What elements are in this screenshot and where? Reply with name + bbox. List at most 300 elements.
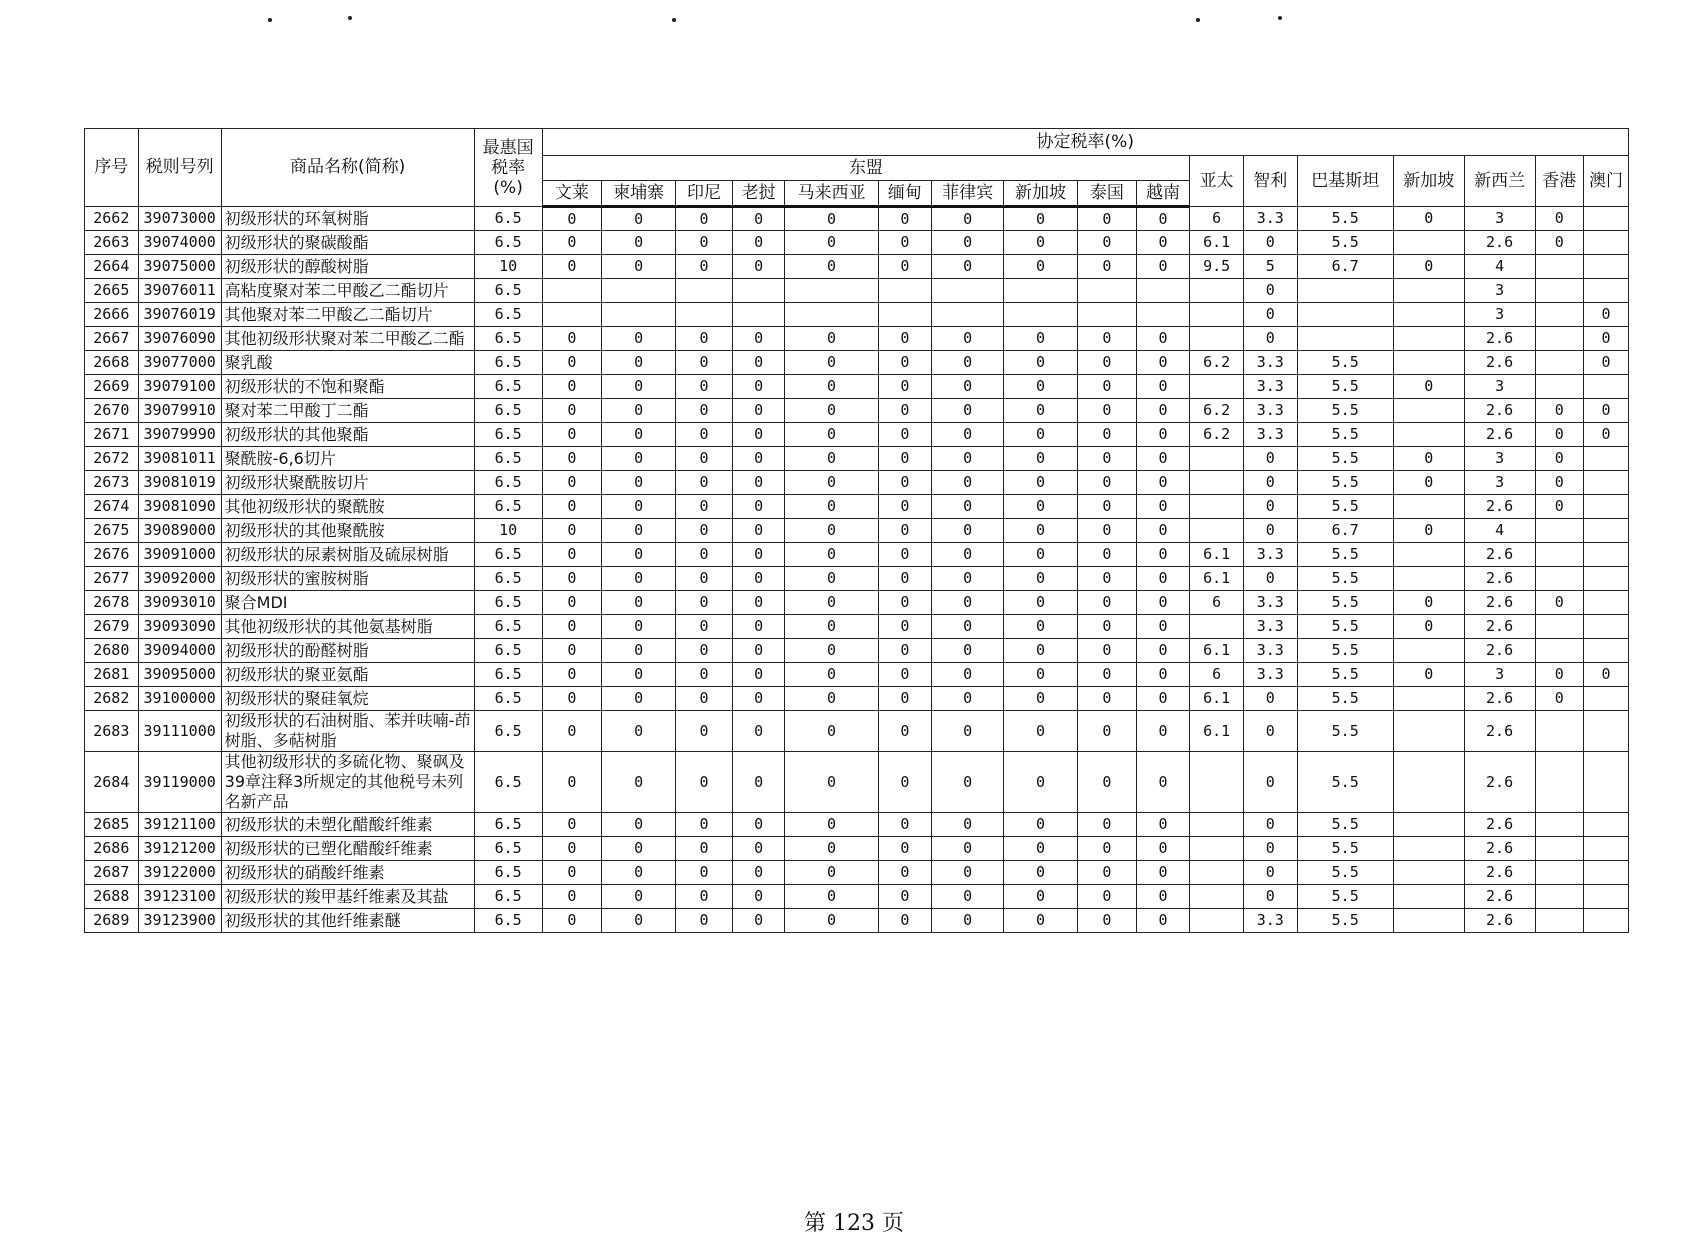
cell-asean-rate: 0	[1004, 375, 1078, 399]
cell-agreement-rate	[1535, 567, 1584, 591]
cell-code: 39076090	[138, 327, 221, 351]
cell-mfn-rate: 6.5	[474, 909, 542, 933]
cell-asean-rate: 0	[542, 399, 602, 423]
cell-agreement-rate	[1584, 519, 1629, 543]
cell-asean-rate: 0	[602, 752, 676, 813]
cell-asean-rate: 0	[932, 567, 1004, 591]
cell-code: 39091000	[138, 543, 221, 567]
cell-asean-rate: 0	[1136, 885, 1190, 909]
cell-asean-rate: 0	[602, 327, 676, 351]
cell-agreement-rate: 2.6	[1464, 495, 1535, 519]
cell-asean-rate: 0	[676, 447, 733, 471]
cell-asean-rate: 0	[542, 711, 602, 752]
cell-asean-rate: 0	[932, 447, 1004, 471]
cell-asean-rate: 0	[785, 423, 878, 447]
cell-agreement-rate: 5.5	[1297, 615, 1393, 639]
cell-agreement-rate: 2.6	[1464, 861, 1535, 885]
cell-asean-rate: 0	[1004, 837, 1078, 861]
cell-asean-rate: 0	[878, 615, 932, 639]
cell-agreement-rate: 3.3	[1243, 639, 1297, 663]
cell-asean-rate: 0	[785, 327, 878, 351]
cell-asean-rate	[542, 303, 602, 327]
cell-seq: 2676	[85, 543, 139, 567]
cell-agreement-rate: 0	[1243, 813, 1297, 837]
cell-name: 初级形状的其他聚酰胺	[221, 519, 474, 543]
cell-asean-rate: 0	[878, 639, 932, 663]
cell-name: 初级形状的聚碳酸酯	[221, 231, 474, 255]
cell-code: 39092000	[138, 567, 221, 591]
cell-code: 39079910	[138, 399, 221, 423]
header-agreement: 协定税率(%)	[542, 129, 1628, 156]
cell-asean-rate: 0	[602, 837, 676, 861]
cell-agreement-rate: 2.6	[1464, 591, 1535, 615]
cell-agreement-rate: 2.6	[1464, 813, 1535, 837]
cell-code: 39089000	[138, 519, 221, 543]
cell-agreement-rate: 2.6	[1464, 543, 1535, 567]
cell-mfn-rate: 6.5	[474, 615, 542, 639]
cell-asean-rate: 0	[878, 752, 932, 813]
cell-agreement-rate	[1393, 567, 1464, 591]
cell-asean-rate: 0	[1136, 591, 1190, 615]
header-code: 税则号列	[138, 129, 221, 207]
cell-asean-rate: 0	[785, 447, 878, 471]
cell-agreement-rate: 5.5	[1297, 687, 1393, 711]
cell-asean-rate: 0	[1078, 495, 1137, 519]
cell-code: 39075000	[138, 255, 221, 279]
cell-agreement-rate: 0	[1535, 423, 1584, 447]
cell-asean-rate: 0	[932, 861, 1004, 885]
cell-agreement-rate: 0	[1393, 663, 1464, 687]
cell-name: 其他初级形状的其他氨基树脂	[221, 615, 474, 639]
cell-asean-rate: 0	[932, 327, 1004, 351]
cell-agreement-rate	[1535, 255, 1584, 279]
cell-agreement-rate	[1190, 519, 1244, 543]
cell-agreement-rate	[1535, 885, 1584, 909]
cell-agreement-rate	[1190, 909, 1244, 933]
cell-agreement-rate: 0	[1535, 495, 1584, 519]
cell-agreement-rate	[1297, 279, 1393, 303]
table-row	[85, 519, 1629, 543]
cell-code: 39074000	[138, 231, 221, 255]
cell-asean-rate: 0	[1078, 837, 1137, 861]
cell-asean-rate	[1078, 279, 1137, 303]
cell-asean-rate: 0	[676, 375, 733, 399]
cell-asean-rate: 0	[932, 495, 1004, 519]
cell-asean-rate: 0	[542, 519, 602, 543]
cell-asean-rate: 0	[932, 813, 1004, 837]
cell-asean-rate: 0	[932, 909, 1004, 933]
cell-asean-rate: 0	[785, 543, 878, 567]
cell-asean-rate: 0	[785, 255, 878, 279]
cell-agreement-rate: 3.3	[1243, 207, 1297, 231]
table-row	[85, 423, 1629, 447]
cell-mfn-rate: 6.5	[474, 687, 542, 711]
cell-agreement-rate: 5.5	[1297, 399, 1393, 423]
cell-agreement-rate: 0	[1393, 207, 1464, 231]
cell-agreement-rate	[1190, 495, 1244, 519]
cell-asean-rate: 0	[1078, 591, 1137, 615]
cell-asean-rate: 0	[676, 231, 733, 255]
cell-asean-rate: 0	[676, 687, 733, 711]
cell-name: 聚乳酸	[221, 351, 474, 375]
cell-asean-rate: 0	[542, 327, 602, 351]
cell-agreement-rate: 5.5	[1297, 591, 1393, 615]
cell-asean-rate	[932, 279, 1004, 303]
cell-seq: 2667	[85, 327, 139, 351]
cell-name: 初级形状的已塑化醋酸纤维素	[221, 837, 474, 861]
cell-seq: 2675	[85, 519, 139, 543]
cell-agreement-rate: 5	[1243, 255, 1297, 279]
cell-code: 39079100	[138, 375, 221, 399]
cell-asean-rate: 0	[602, 423, 676, 447]
cell-asean-rate	[1078, 303, 1137, 327]
cell-code: 39119000	[138, 752, 221, 813]
cell-asean-rate: 0	[732, 639, 785, 663]
cell-agreement-rate: 3	[1464, 279, 1535, 303]
cell-agreement-rate: 3	[1464, 207, 1535, 231]
cell-asean-rate	[602, 303, 676, 327]
cell-code: 39081019	[138, 471, 221, 495]
cell-agreement-rate	[1393, 423, 1464, 447]
header-asean-member: 缅甸	[878, 181, 932, 207]
cell-asean-rate: 0	[785, 861, 878, 885]
cell-seq: 2680	[85, 639, 139, 663]
table-row	[85, 813, 1629, 837]
cell-asean-rate: 0	[785, 399, 878, 423]
cell-asean-rate: 0	[602, 711, 676, 752]
header-asean-member: 马来西亚	[785, 181, 878, 207]
cell-asean-rate: 0	[732, 375, 785, 399]
cell-agreement-rate: 0	[1393, 375, 1464, 399]
cell-agreement-rate: 6.1	[1190, 639, 1244, 663]
cell-asean-rate: 0	[1136, 543, 1190, 567]
cell-asean-rate: 0	[542, 447, 602, 471]
cell-asean-rate: 0	[676, 255, 733, 279]
cell-agreement-rate	[1535, 711, 1584, 752]
cell-code: 39122000	[138, 861, 221, 885]
cell-asean-rate: 0	[676, 615, 733, 639]
cell-agreement-rate	[1584, 909, 1629, 933]
cell-agreement-rate: 5.5	[1297, 207, 1393, 231]
cell-agreement-rate: 0	[1243, 279, 1297, 303]
scan-speck	[268, 18, 272, 22]
cell-asean-rate: 0	[732, 885, 785, 909]
cell-asean-rate: 0	[732, 615, 785, 639]
cell-asean-rate: 0	[878, 399, 932, 423]
cell-asean-rate: 0	[932, 752, 1004, 813]
cell-asean-rate: 0	[676, 909, 733, 933]
table-row	[85, 279, 1629, 303]
cell-asean-rate: 0	[1004, 663, 1078, 687]
cell-code: 39076019	[138, 303, 221, 327]
cell-asean-rate: 0	[676, 351, 733, 375]
header-asean-member: 印尼	[676, 181, 733, 207]
cell-seq: 2682	[85, 687, 139, 711]
cell-asean-rate: 0	[732, 543, 785, 567]
cell-seq: 2672	[85, 447, 139, 471]
cell-name: 初级形状的其他聚酯	[221, 423, 474, 447]
cell-asean-rate: 0	[542, 861, 602, 885]
header-other: 新加坡	[1393, 156, 1464, 207]
cell-agreement-rate	[1584, 813, 1629, 837]
cell-asean-rate	[878, 303, 932, 327]
cell-asean-rate	[1004, 279, 1078, 303]
header-asean-member: 越南	[1136, 181, 1190, 207]
cell-mfn-rate: 6.5	[474, 399, 542, 423]
cell-agreement-rate: 2.6	[1464, 639, 1535, 663]
cell-asean-rate: 0	[932, 255, 1004, 279]
cell-agreement-rate: 3.3	[1243, 543, 1297, 567]
cell-asean-rate: 0	[602, 639, 676, 663]
cell-agreement-rate: 0	[1535, 663, 1584, 687]
cell-asean-rate: 0	[785, 909, 878, 933]
cell-name: 聚合MDI	[221, 591, 474, 615]
cell-seq: 2678	[85, 591, 139, 615]
cell-asean-rate: 0	[676, 471, 733, 495]
cell-agreement-rate: 2.6	[1464, 837, 1535, 861]
table-row	[85, 447, 1629, 471]
cell-mfn-rate: 6.5	[474, 375, 542, 399]
cell-asean-rate: 0	[1078, 909, 1137, 933]
cell-code: 39093090	[138, 615, 221, 639]
cell-asean-rate: 0	[1004, 909, 1078, 933]
cell-name: 其他初级形状的聚酰胺	[221, 495, 474, 519]
cell-agreement-rate: 2.6	[1464, 567, 1535, 591]
cell-name: 初级形状的石油树脂、苯并呋喃-茚树脂、多萜树脂	[221, 711, 474, 752]
cell-asean-rate: 0	[878, 909, 932, 933]
table-row	[85, 687, 1629, 711]
cell-asean-rate: 0	[676, 543, 733, 567]
cell-asean-rate: 0	[602, 663, 676, 687]
cell-agreement-rate	[1393, 495, 1464, 519]
cell-asean-rate: 0	[785, 207, 878, 231]
cell-agreement-rate: 2.6	[1464, 687, 1535, 711]
cell-agreement-rate	[1393, 543, 1464, 567]
cell-agreement-rate	[1535, 303, 1584, 327]
cell-asean-rate: 0	[878, 255, 932, 279]
cell-asean-rate: 0	[1078, 351, 1137, 375]
cell-agreement-rate: 6.1	[1190, 687, 1244, 711]
cell-asean-rate: 0	[932, 399, 1004, 423]
cell-agreement-rate: 3	[1464, 303, 1535, 327]
cell-agreement-rate	[1393, 351, 1464, 375]
cell-agreement-rate: 0	[1393, 447, 1464, 471]
cell-asean-rate: 0	[1004, 687, 1078, 711]
cell-name: 初级形状的尿素树脂及硫尿树脂	[221, 543, 474, 567]
cell-asean-rate: 0	[1136, 471, 1190, 495]
header-seq: 序号	[85, 129, 139, 207]
table-row	[85, 861, 1629, 885]
cell-agreement-rate: 3.3	[1243, 591, 1297, 615]
cell-agreement-rate	[1190, 813, 1244, 837]
cell-asean-rate: 0	[878, 687, 932, 711]
cell-name: 初级形状的环氧树脂	[221, 207, 474, 231]
cell-seq: 2662	[85, 207, 139, 231]
cell-agreement-rate: 5.5	[1297, 471, 1393, 495]
cell-agreement-rate	[1584, 543, 1629, 567]
cell-asean-rate: 0	[602, 207, 676, 231]
cell-name: 其他初级形状聚对苯二甲酸乙二酯	[221, 327, 474, 351]
cell-asean-rate: 0	[1136, 837, 1190, 861]
cell-agreement-rate	[1535, 752, 1584, 813]
cell-asean-rate: 0	[732, 687, 785, 711]
cell-asean-rate: 0	[1078, 639, 1137, 663]
header-other: 智利	[1243, 156, 1297, 207]
cell-asean-rate: 0	[1136, 351, 1190, 375]
cell-asean-rate: 0	[1078, 861, 1137, 885]
cell-agreement-rate: 0	[1535, 399, 1584, 423]
cell-agreement-rate: 3	[1464, 663, 1535, 687]
cell-agreement-rate: 0	[1393, 591, 1464, 615]
cell-mfn-rate: 6.5	[474, 471, 542, 495]
cell-agreement-rate: 6.2	[1190, 423, 1244, 447]
cell-agreement-rate: 6.1	[1190, 543, 1244, 567]
header-other: 亚太	[1190, 156, 1244, 207]
cell-mfn-rate: 6.5	[474, 591, 542, 615]
cell-asean-rate: 0	[785, 375, 878, 399]
cell-asean-rate: 0	[542, 639, 602, 663]
cell-asean-rate: 0	[1136, 399, 1190, 423]
cell-asean-rate: 0	[542, 813, 602, 837]
cell-asean-rate: 0	[785, 837, 878, 861]
table-row	[85, 615, 1629, 639]
cell-asean-rate	[785, 279, 878, 303]
cell-asean-rate: 0	[732, 255, 785, 279]
cell-name: 初级形状的硝酸纤维素	[221, 861, 474, 885]
cell-asean-rate: 0	[1004, 471, 1078, 495]
cell-asean-rate: 0	[602, 399, 676, 423]
cell-mfn-rate: 6.5	[474, 567, 542, 591]
cell-agreement-rate: 2.6	[1464, 231, 1535, 255]
cell-code: 39081011	[138, 447, 221, 471]
header-mfn-line1: 最惠国	[482, 137, 534, 158]
cell-agreement-rate: 5.5	[1297, 752, 1393, 813]
cell-asean-rate: 0	[1136, 813, 1190, 837]
cell-mfn-rate: 6.5	[474, 351, 542, 375]
cell-name: 聚酰胺-6,6切片	[221, 447, 474, 471]
cell-code: 39100000	[138, 687, 221, 711]
table-row	[85, 752, 1629, 813]
cell-asean-rate: 0	[1136, 615, 1190, 639]
cell-asean-rate: 0	[676, 207, 733, 231]
cell-agreement-rate: 6.1	[1190, 231, 1244, 255]
cell-asean-rate: 0	[602, 861, 676, 885]
cell-mfn-rate: 6.5	[474, 639, 542, 663]
header-asean-member: 文莱	[542, 181, 602, 207]
cell-name: 聚对苯二甲酸丁二酯	[221, 399, 474, 423]
cell-agreement-rate	[1393, 837, 1464, 861]
cell-asean-rate: 0	[1078, 885, 1137, 909]
cell-agreement-rate	[1584, 495, 1629, 519]
cell-code: 39079990	[138, 423, 221, 447]
cell-asean-rate: 0	[602, 375, 676, 399]
table-row	[85, 837, 1629, 861]
cell-agreement-rate	[1393, 639, 1464, 663]
cell-code: 39121100	[138, 813, 221, 837]
cell-asean-rate: 0	[732, 471, 785, 495]
cell-asean-rate: 0	[602, 687, 676, 711]
cell-agreement-rate: 6.7	[1297, 255, 1393, 279]
cell-asean-rate: 0	[932, 231, 1004, 255]
cell-code: 39111000	[138, 711, 221, 752]
cell-agreement-rate	[1190, 885, 1244, 909]
cell-asean-rate: 0	[1004, 231, 1078, 255]
cell-agreement-rate: 5.5	[1297, 909, 1393, 933]
cell-asean-rate: 0	[932, 663, 1004, 687]
cell-code: 39081090	[138, 495, 221, 519]
cell-agreement-rate: 0	[1535, 591, 1584, 615]
cell-code: 39123900	[138, 909, 221, 933]
header-other: 澳门	[1584, 156, 1629, 207]
cell-agreement-rate	[1584, 375, 1629, 399]
cell-agreement-rate: 0	[1584, 303, 1629, 327]
cell-asean-rate: 0	[542, 752, 602, 813]
cell-seq: 2679	[85, 615, 139, 639]
cell-agreement-rate: 0	[1243, 303, 1297, 327]
cell-asean-rate: 0	[785, 567, 878, 591]
cell-agreement-rate: 0	[1393, 519, 1464, 543]
cell-asean-rate: 0	[785, 813, 878, 837]
table-row	[85, 375, 1629, 399]
cell-agreement-rate: 6	[1190, 207, 1244, 231]
cell-seq: 2674	[85, 495, 139, 519]
cell-asean-rate	[932, 303, 1004, 327]
cell-asean-rate: 0	[1136, 231, 1190, 255]
cell-mfn-rate: 6.5	[474, 495, 542, 519]
cell-agreement-rate	[1393, 687, 1464, 711]
cell-name: 其他聚对苯二甲酸乙二酯切片	[221, 303, 474, 327]
cell-agreement-rate: 2.6	[1464, 351, 1535, 375]
cell-agreement-rate: 0	[1393, 471, 1464, 495]
cell-asean-rate: 0	[732, 231, 785, 255]
table-row	[85, 567, 1629, 591]
cell-asean-rate: 0	[542, 255, 602, 279]
cell-asean-rate: 0	[878, 885, 932, 909]
table-row	[85, 711, 1629, 752]
cell-asean-rate: 0	[1004, 752, 1078, 813]
header-mfn	[474, 129, 542, 207]
cell-asean-rate: 0	[542, 885, 602, 909]
cell-asean-rate: 0	[602, 231, 676, 255]
cell-code: 39123100	[138, 885, 221, 909]
cell-agreement-rate	[1393, 399, 1464, 423]
header-mfn-line3: (%)	[493, 177, 523, 198]
cell-asean-rate: 0	[1078, 447, 1137, 471]
cell-asean-rate: 0	[1004, 351, 1078, 375]
cell-agreement-rate: 0	[1393, 615, 1464, 639]
cell-agreement-rate: 9.5	[1190, 255, 1244, 279]
cell-asean-rate: 0	[785, 885, 878, 909]
cell-seq: 2687	[85, 861, 139, 885]
cell-mfn-rate: 6.5	[474, 813, 542, 837]
cell-agreement-rate: 0	[1243, 687, 1297, 711]
cell-agreement-rate: 2.6	[1464, 909, 1535, 933]
cell-asean-rate: 0	[676, 399, 733, 423]
cell-asean-rate: 0	[1136, 663, 1190, 687]
cell-agreement-rate: 3.3	[1243, 909, 1297, 933]
cell-agreement-rate: 5.5	[1297, 423, 1393, 447]
cell-asean-rate: 0	[676, 837, 733, 861]
cell-agreement-rate: 0	[1584, 351, 1629, 375]
cell-asean-rate: 0	[542, 909, 602, 933]
cell-asean-rate	[1136, 279, 1190, 303]
cell-asean-rate: 0	[542, 471, 602, 495]
table-row	[85, 303, 1629, 327]
cell-asean-rate: 0	[732, 423, 785, 447]
cell-agreement-rate: 5.5	[1297, 375, 1393, 399]
header-other: 新西兰	[1464, 156, 1535, 207]
cell-agreement-rate: 3.3	[1243, 399, 1297, 423]
